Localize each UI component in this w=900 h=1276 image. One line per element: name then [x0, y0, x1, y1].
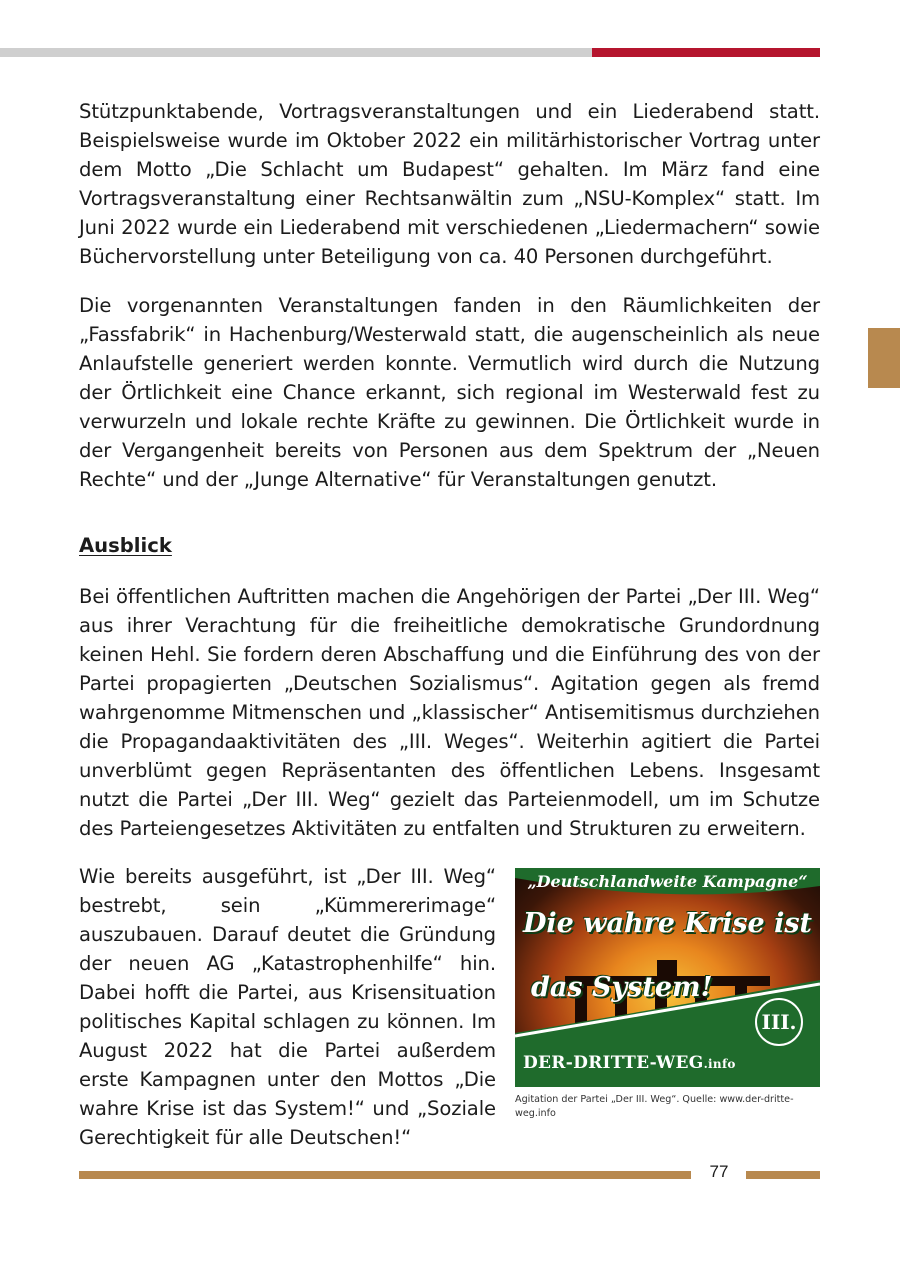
footer-rule-left	[79, 1171, 691, 1179]
campaign-site-name	[523, 1053, 736, 1073]
text-figure-row	[79, 862, 820, 1149]
section-heading: Ausblick	[79, 534, 172, 557]
page-content	[79, 97, 820, 1149]
campaign-line-3: das System!	[531, 972, 713, 1003]
site-name-main: DER-DRITTE-WEG	[523, 1053, 704, 1073]
header-rule-red	[592, 48, 820, 57]
paragraph-3: Bei öffentlichen Auftritten machen die Angehörigen der Partei „Der III. Weg“ aus ihrer Verachtung für die freiheitliche demokratische Grundordnung keinen Hehl. Sie fordern deren Abschaffung und die Einführung des von der Partei propagierten „Deutschen Sozialismus“. Agitation gegen als fremd wahrgenomme Mitmenschen und „klassischer“ Antisemitismus durchziehen die Propagandaaktivitäten des „III. Weges“. Weiterhin agitiert die Partei unverblümt gegen Repräsentanten des öffentlichen Lebens. Insgesamt nutzt die Partei „Der III. Weg“ gezielt das Parteienmodell, um im Schutze des Parteiengesetzes Aktivitäten zu entfalten und Strukturen zu erweitern.	[79, 585, 820, 840]
campaign-line-2: Die wahre Krise ist	[522, 908, 813, 939]
party-emblem-icon: III.	[755, 998, 803, 1046]
footer-rule-right	[746, 1171, 820, 1179]
paragraph-2: Die vorgenannten Veranstaltungen fanden in den Räumlichkeiten der „Fassfabrik“ in Hachenburg/Westerwald statt, die augenscheinlich als neue Anlaufstelle generiert werden konnte. Vermutlich wird durch die Nutzung der Örtlichkeit eine Chance erkannt, sich regional im Westerwald fest zu verwurzeln und lokale rechte Kräfte zu gewinnen. Die Örtlichkeit wurde in der Vergangenheit bereits von Personen aus dem Spektrum der „Neuen Rechte“ und der „Junge Alternative“ für Veranstaltungen genutzt.	[79, 294, 820, 491]
chapter-tab-marker	[868, 328, 900, 388]
campaign-figure	[515, 868, 820, 1121]
site-name-suffix: .info	[703, 1057, 736, 1071]
campaign-image	[515, 868, 820, 1087]
campaign-line-1: „Deutschlandweite Kampagne“	[527, 872, 808, 891]
paragraph-4: Wie bereits ausgeführt, ist „Der III. Weg“ bestrebt, sein „Kümmererimage“ auszubauen. Darauf deutet die Gründung der neuen AG „Katastrophenhilfe“ hin. Dabei hofft die Partei, aus Krisensituation politisches Kapital schlagen zu können. Im August 2022 hat die Partei außerdem erste Kampagnen unter den Mottos „Die wahre Krise ist das System!“ und „Soziale Gerechtigkeit für alle Deutschen!“	[79, 865, 496, 1149]
page-number: 77	[709, 1162, 729, 1181]
figure-caption: Agitation der Partei „Der III. Weg“. Quelle: www.der-dritte-weg.info	[515, 1094, 794, 1119]
header-rule-gray	[0, 48, 592, 57]
paragraph-1: Stützpunktabende, Vortragsveranstaltungen und ein Liederabend statt. Beispielsweise wurde im Oktober 2022 ein militärhistorischer Vortrag unter dem Motto „Die Schlacht um Budapest“ gehalten. Im März fand eine Vortragsveranstaltung einer Rechtsanwältin zum „NSU-Komplex“ statt. Im Juni 2022 wurde ein Liederabend mit verschiedenen „Liedermachern“ sowie Büchervorstellung unter Beteiligung von ca. 40 Personen durchgeführt.	[79, 100, 820, 268]
